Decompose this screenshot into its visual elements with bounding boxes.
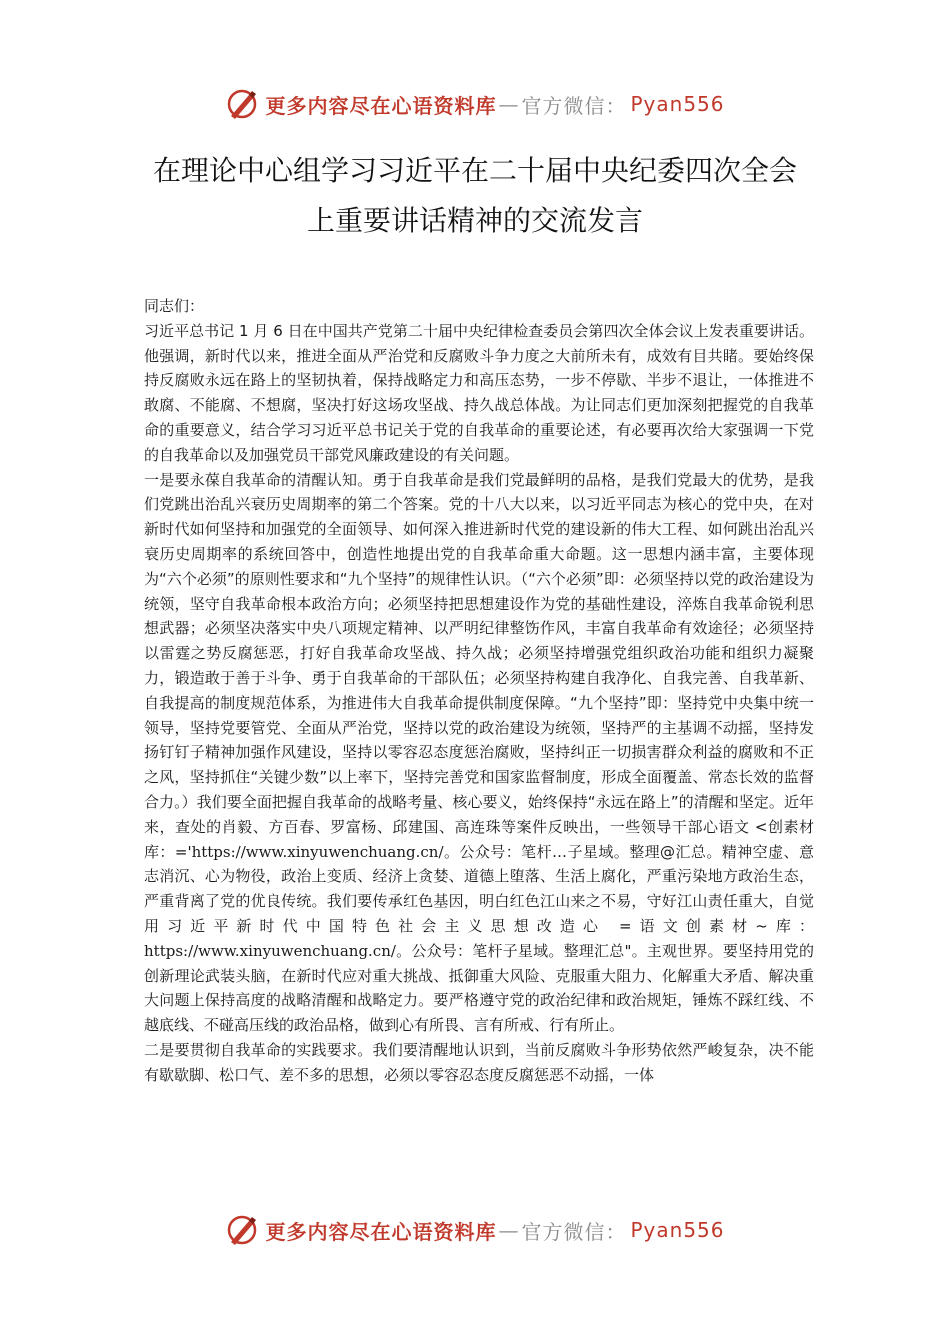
- banner-wechat-label: 官方微信：: [521, 93, 627, 118]
- header-banner: [0, 84, 950, 124]
- banner-wechat-id: Pyan556: [630, 1218, 725, 1242]
- banner-text: 更多内容尽在心语资料库: [265, 1219, 497, 1244]
- paragraph-2-part-b: 。公众号：笔杆…子星域。整理@汇总。精神空虚、意志消沉、心为物役，政治上变质、经济上贪婪、道德上堕落、生活上腐化，严重污染地方政治生态，严重背离了党的优良传统。我们要传承红色基因，明白红色江山来之不易，守好江山责任重大，自觉用习近平新时代中国特色社会主义思想改造心 =语文创素材~库：: [144, 842, 814, 935]
- paragraph-3: 二是要贯彻自我革命的实践要求。我们要清醒地认识到，当前反腐败斗争形势依然严峻复杂，决不能有歇歇脚、松口气、差不多的思想，必须以零容忍态度反腐惩恶不动摇，一体: [144, 1040, 814, 1084]
- banner-dash: —: [498, 1218, 520, 1242]
- banner-text: 更多内容尽在心语资料库: [265, 93, 497, 118]
- title-line-2: 上重要讲话精神的交流发言: [306, 204, 643, 237]
- footer-banner: [0, 1210, 950, 1250]
- paragraph-2: [144, 468, 814, 1038]
- paragraph-2-part-a: 一是要永葆自我革命的清醒认知。勇于自我革命是我们党最鲜明的品格，是我们党最大的优势，是我们党跳出治乱兴衰历史周期率的第二个答案。党的十八大以来，以习近平同志为核心的党中央，在对新时代如何坚持和加强党的全面领导、如何深入推进新时代党的建设新的伟大工程、如何跳出治乱兴衰历史周期率的系统回答中，创造性地提出党的自我革命重大命题。这一思想内涵丰富，主要体现为“六个必须”的原则性要求和“九个坚持”的规律性认识。（“六个必须”即：必须坚持以党的政治建设为统领，坚守自我革命根本政治方向；必须坚持把思想建设作为党的基础性建设，淬炼自我革命锐利思想武器；必须坚决落实中央八项规定精神、以严明纪律整饬作风，丰富自我革命有效途径；必须坚持以雷霆之势反腐惩恶，打好自我革命攻坚战、持久战；必须坚持增强党组织政治功能和组织力凝聚力，锻造敢于善于斗争、勇于自我革命的干部队伍；必须坚持构建自我净化、自我完善、自我革新、自我提高的制度规范体系，为推进伟大自我革命提供制度保障。“九个坚持”即：坚持党中央集中统一领导，坚持党要管党、全面从严治党，坚持以党的政治建设为统领，坚持严的主基调不动摇，坚持发扬钉钉子精神加强作风建设，坚持以零容忍态度惩治腐败，坚持纠正一切损害群众利益的腐败和不正之风，坚持抓住“关键少数”以上率下，坚持完善党和国家监督制度，形成全面覆盖、常态长效的监督合力。）我们要全面把握自我革命的战略考量、核心要义，始终保持“永远在路上”的清醒和坚定。近年来，查处的肖毅、方百春、罗富杨、邱建国、高连珠等案件反映出，一些领导干部心语文 <创素材库：=': [144, 470, 814, 861]
- source-url-2: https://www.xinyuwenchuang.cn/: [144, 941, 396, 960]
- paragraph-1: 习近平总书记 1 月 6 日在中国共产党第二十届中央纪律检查委员会第四次全体会议上发表重要讲话。他强调，新时代以来，推进全面从严治党和反腐败斗争力度之大前所未有，成效有目共睹。要始终保持反腐败永远在路上的坚韧执着，保持战略定力和高压态势，一步不停歇、半步不退让，一体推进不敢腐、不能腐、不想腐，坚决打好这场攻坚战、持久战总体战。为让同志们更加深刻把握党的自我革命的重要意义，结合学习习近平总书记关于党的自我革命的重要论述，有必要再次给大家强调一下党的自我革命以及加强党员干部党风廉政建设的有关问题。: [144, 321, 814, 464]
- title-line-1: 在理论中心组学习习近平在二十届中央纪委四次全会: [152, 154, 797, 187]
- source-url-1: https://www.xinyuwenchuang.cn/: [191, 842, 444, 861]
- pen-circle-logo-icon: [225, 1213, 259, 1247]
- document-body: [144, 294, 814, 1088]
- greeting: 同志们：: [144, 297, 205, 315]
- pen-circle-logo-icon: [225, 87, 259, 121]
- paragraph-2-part-c: 。公众号：笔杆子星域。整理汇总"。主观世界。要坚持用党的创新理论武装头脑，在新时代应对重大挑战、抵御重大风险、克服重大阻力、化解重大矛盾、解决重大问题上保持高度的战略清醒和战略定力。要严格遵守党的政治纪律和政治规矩，锤炼不踩红线、不越底线、不碰高压线的政治品格，做到心有所畏、言有所戒、行有所止。: [144, 941, 814, 1035]
- document-title: [120, 146, 830, 246]
- banner-dash: —: [498, 92, 520, 116]
- banner-wechat-id: Pyan556: [630, 92, 725, 116]
- banner-wechat-label: 官方微信：: [521, 1219, 627, 1244]
